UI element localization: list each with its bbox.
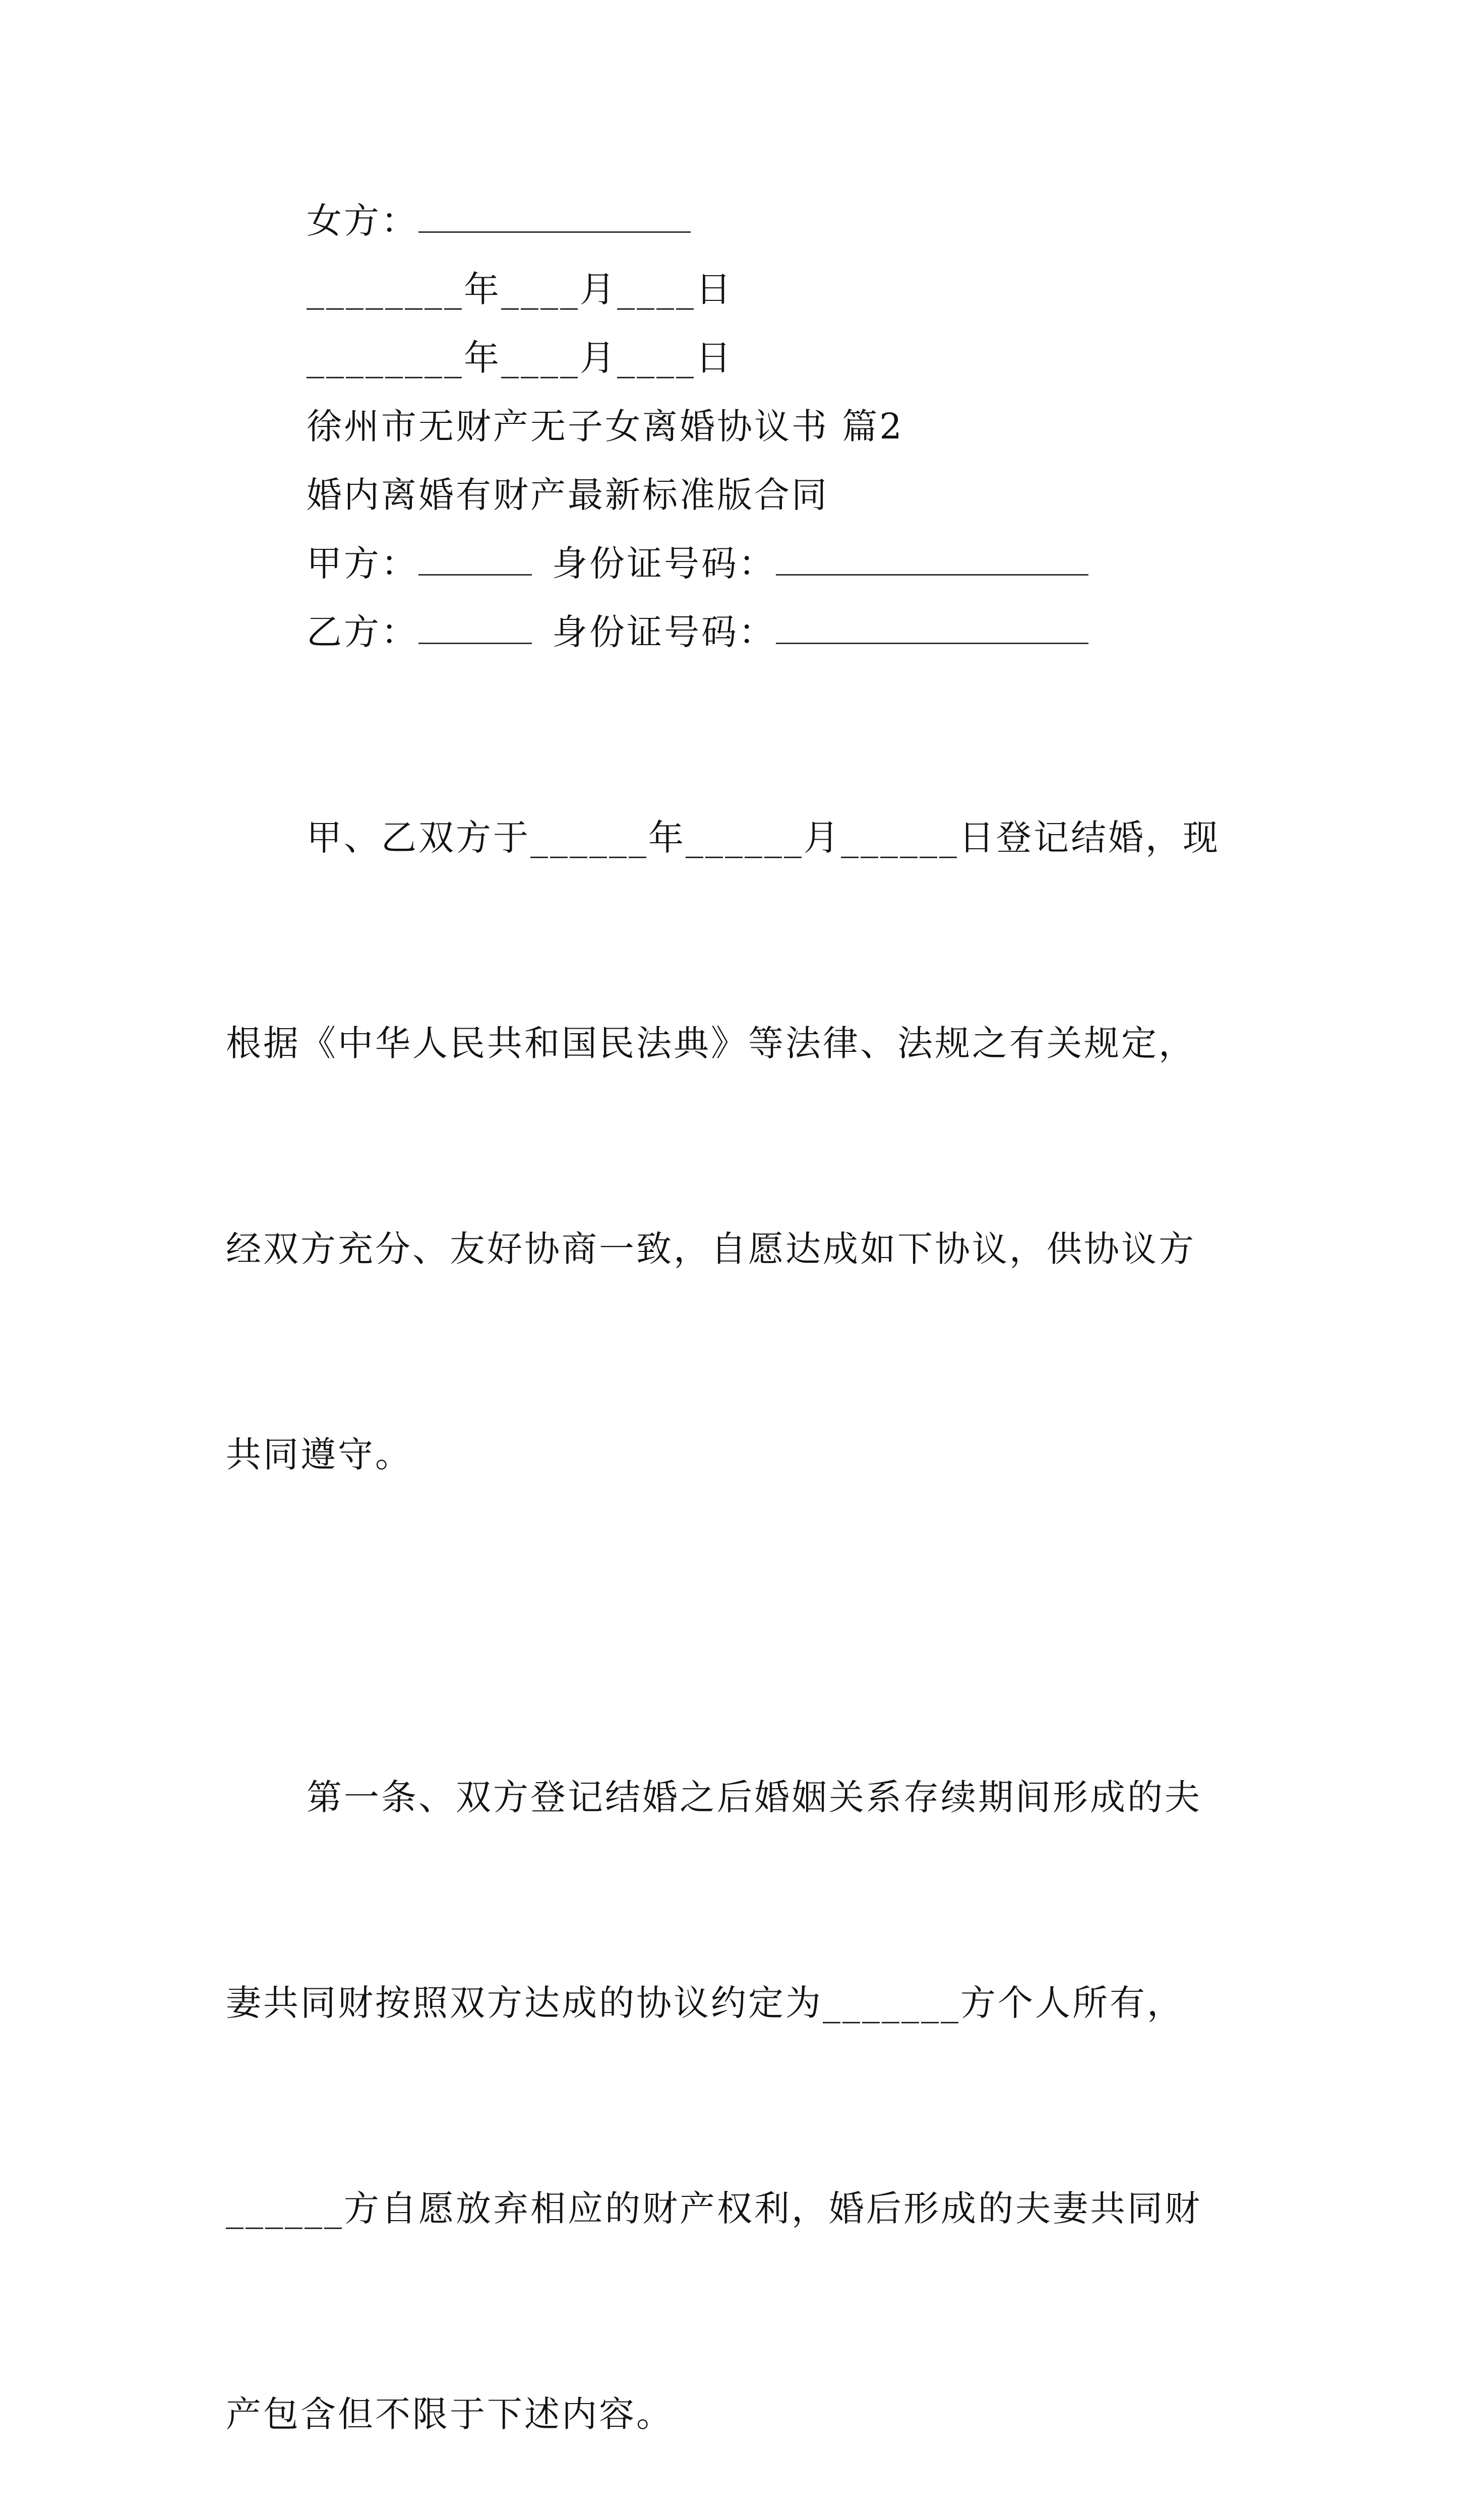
party-b-label: 乙方：: [307, 611, 418, 653]
party-b-line: [226, 598, 1249, 666]
article-1-line: 第一条、双方登记结婚之后婚姻关系存续期间形成的夫: [307, 1777, 1202, 1818]
document-body: [226, 186, 1249, 2520]
intro-line: 共同遵守。: [226, 1434, 412, 1475]
date-line-1: ________年____月____日: [307, 269, 733, 310]
female-name-blank: [418, 202, 691, 233]
party-b-name-blank: [418, 613, 532, 644]
section-title: 徐州市无财产无子女离婚协议书 篇2: [307, 406, 904, 447]
article-1-line: 妻共同财按照双方达成的协议约定为_______方个人所有，: [226, 1982, 1184, 2024]
intro-line: 甲、乙双方于______年______月______日登记结婚，现: [307, 817, 1220, 858]
article-1-line: ______方自愿放弃相应的财产权利，婚后形成的夫妻共同财: [226, 2188, 1202, 2229]
date-line-2: ________年____月____日: [307, 337, 733, 379]
party-b-id-blank: [776, 613, 1088, 644]
party-a-label: 甲方：: [307, 543, 418, 584]
article-1-paragraph: [226, 1626, 1249, 2520]
intro-line: 经双方充分、友好协商一致，自愿达成如下协议，供协议方: [226, 1228, 1196, 1270]
contract-title: 婚内离婚有财产最新标准版合同: [307, 474, 829, 516]
intro-paragraph: [226, 666, 1249, 1626]
intro-line: 根据《中华人民共和国民法典》等法律、法规之有关规定，: [226, 1023, 1196, 1064]
party-a-line: [226, 529, 1249, 598]
party-a-id-blank: [776, 545, 1088, 576]
party-b-id-label: 身份证号码：: [552, 611, 776, 653]
party-a-name-blank: [418, 545, 532, 576]
party-a-id-label: 身份证号码：: [552, 543, 776, 584]
female-signature-line: [226, 186, 1249, 255]
article-1-line: 产包含但不限于下述内容。: [226, 2393, 674, 2435]
female-label: 女方：: [307, 200, 418, 241]
